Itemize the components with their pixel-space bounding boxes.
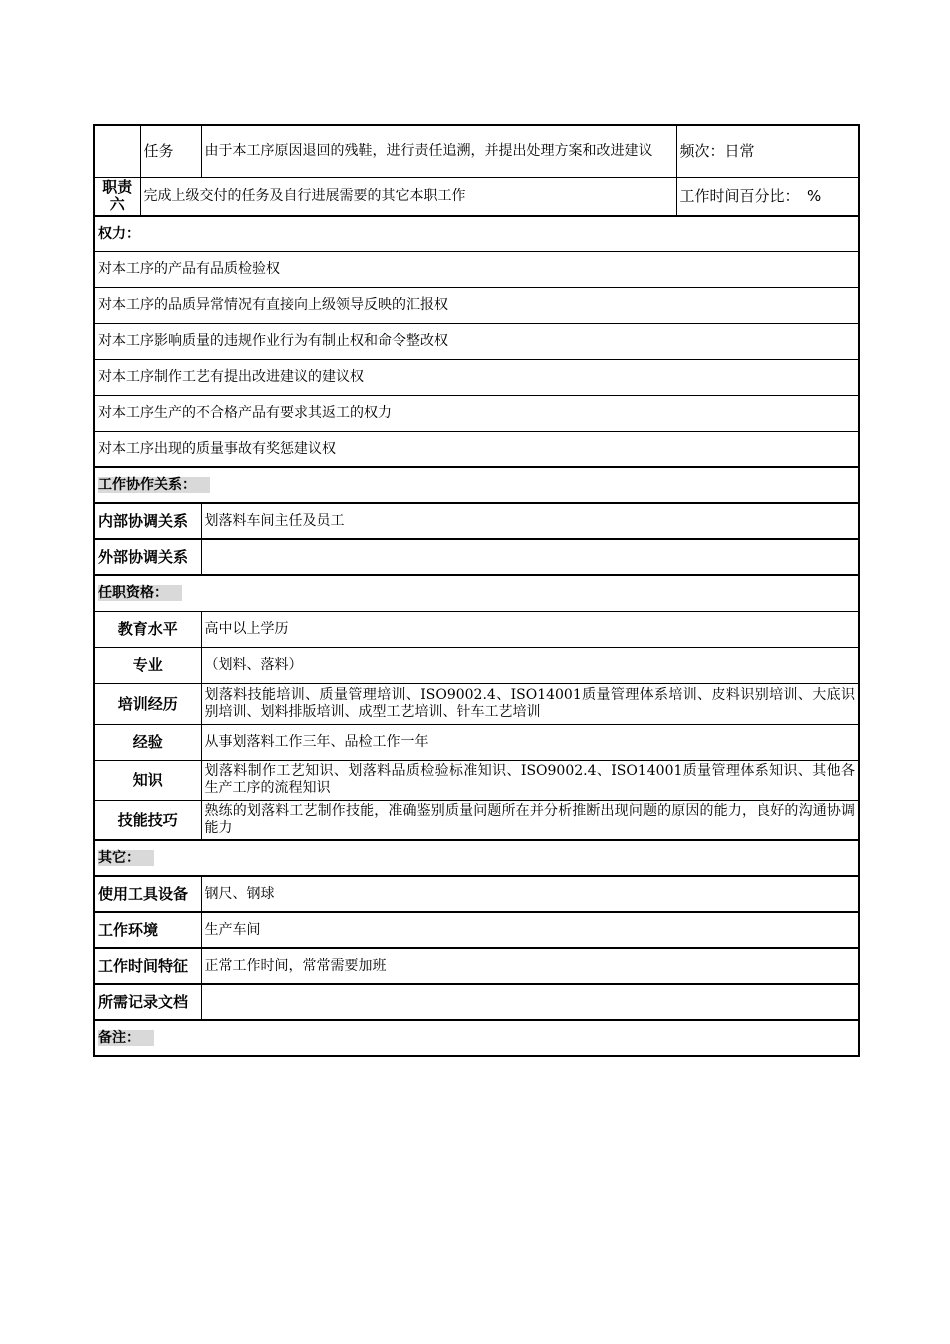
qualification-label: 培训经历: [94, 683, 201, 724]
authority-item-text: 对本工序的产品有品质检验权: [94, 251, 859, 287]
duty-six-text: 完成上级交付的任务及自行进展需要的其它本职工作: [140, 177, 676, 216]
qualification-label: 技能技巧: [94, 800, 201, 840]
authority-item-text: 对本工序制作工艺有提出改进建议的建议权: [94, 359, 859, 395]
qualifications-header-row: [94, 575, 859, 611]
external-relations-label: 外部协调关系: [94, 539, 201, 575]
frequency-text: 频次：日常: [676, 125, 859, 177]
external-relations-value: [201, 539, 859, 575]
internal-relations-row: [94, 503, 859, 539]
qualification-value: 从事划落料工作三年、品检工作一年: [201, 724, 859, 760]
authority-item-text: 对本工序的品质异常情况有直接向上级领导反映的汇报权: [94, 287, 859, 323]
qualification-row: [94, 611, 859, 647]
authority-item: [94, 323, 859, 359]
others-row: [94, 948, 859, 984]
qualification-value: 划落料技能培训、质量管理培训、ISO9002.4、ISO14001质量管理体系培训、皮料识别培训、大底识别培训、划料排版培训、成型工艺培训、针车工艺培训: [201, 683, 859, 724]
relations-header-row: [94, 467, 859, 503]
internal-relations-value: 划落料车间主任及员工: [201, 503, 859, 539]
qualification-label: 经验: [94, 724, 201, 760]
document-table: [93, 124, 860, 1057]
authority-header-row: [94, 216, 859, 251]
qualification-value: （划料、落料）: [201, 647, 859, 683]
qualification-value: 熟练的划落料工艺制作技能，准确鉴别质量问题所在并分析推断出现问题的原因的能力，良好的沟通协调能力: [201, 800, 859, 840]
qualification-row: [94, 724, 859, 760]
others-value: [201, 984, 859, 1020]
task-label: 任务: [140, 125, 201, 177]
duty-six-label: 职责六: [94, 177, 140, 216]
qualification-value: 划落料制作工艺知识、划落料品质检验标准知识、ISO9002.4、ISO14001质量管理体系知识、其他各生产工序的流程知识: [201, 760, 859, 800]
authority-item-text: 对本工序生产的不合格产品有要求其返工的权力: [94, 395, 859, 431]
others-label: 使用工具设备: [94, 876, 201, 912]
remarks-title: 备注：: [98, 1030, 154, 1046]
qualification-row: [94, 647, 859, 683]
qualification-row: [94, 800, 859, 840]
internal-relations-label: 内部协调关系: [94, 503, 201, 539]
remarks-title-cell: [94, 1020, 859, 1056]
authority-item: [94, 359, 859, 395]
others-header-row: [94, 840, 859, 876]
qualification-label: 教育水平: [94, 611, 201, 647]
relations-title: 工作协作关系：: [98, 477, 210, 493]
others-value: 钢尺、钢球: [201, 876, 859, 912]
authority-item: [94, 431, 859, 467]
remarks-row: [94, 1020, 859, 1056]
others-title-cell: [94, 840, 859, 876]
time-percent: 工作时间百分比： %: [676, 177, 859, 216]
relations-title-cell: [94, 467, 859, 503]
job-description-table: [93, 124, 858, 1057]
others-row: [94, 984, 859, 1020]
authority-item: [94, 287, 859, 323]
authority-item: [94, 395, 859, 431]
others-title: 其它：: [98, 850, 154, 866]
qualifications-title: 任职资格：: [98, 585, 182, 601]
others-label: 所需记录文档: [94, 984, 201, 1020]
authority-item: [94, 251, 859, 287]
others-label: 工作环境: [94, 912, 201, 948]
others-label: 工作时间特征: [94, 948, 201, 984]
authority-title: 权力：: [94, 216, 859, 251]
others-value: 正常工作时间，常常需要加班: [201, 948, 859, 984]
authority-item-text: 对本工序影响质量的违规作业行为有制止权和命令整改权: [94, 323, 859, 359]
qualification-value: 高中以上学历: [201, 611, 859, 647]
duty-six-row: [94, 177, 859, 216]
qualification-row: [94, 760, 859, 800]
others-value: 生产车间: [201, 912, 859, 948]
external-relations-row: [94, 539, 859, 575]
qualifications-title-cell: [94, 575, 859, 611]
empty-cell: [94, 125, 140, 177]
others-row: [94, 912, 859, 948]
qualification-row: [94, 683, 859, 724]
qualification-label: 知识: [94, 760, 201, 800]
authority-item-text: 对本工序出现的质量事故有奖惩建议权: [94, 431, 859, 467]
others-row: [94, 876, 859, 912]
qualification-label: 专业: [94, 647, 201, 683]
duty-task-row: [94, 125, 859, 177]
task-text: 由于本工序原因退回的残鞋，进行责任追溯，并提出处理方案和改进建议: [201, 125, 676, 177]
